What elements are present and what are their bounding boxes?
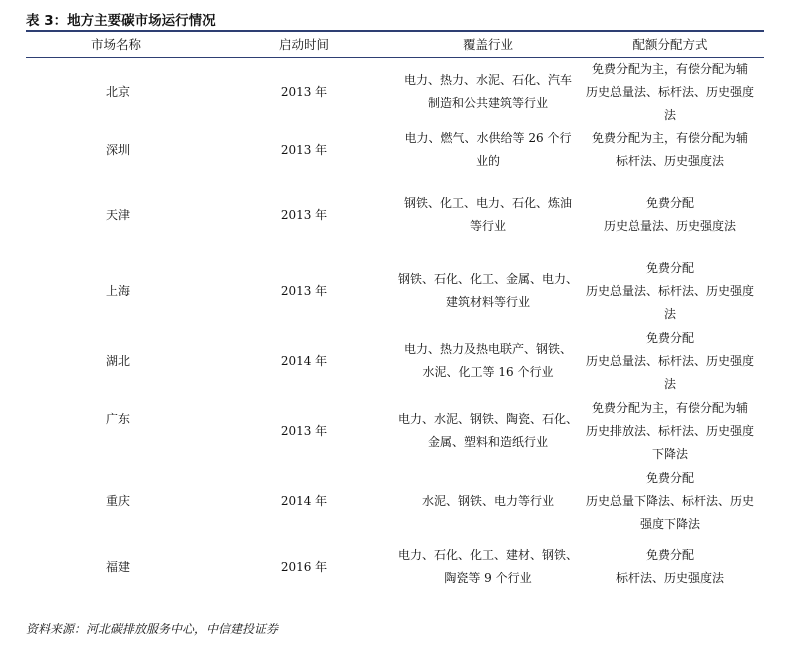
cell-allocation-line: 标杆法、历史强度法 [615,154,724,168]
cell-allocation-line: 历史总量下降法、标杆法、历史 [585,493,754,508]
header-market-name: 市场名称 [90,37,141,52]
cell-industry-line: 水泥、化工等 16 个行业 [422,365,554,379]
cell-start-year: 2013 年 [280,142,328,157]
cell-start-year: 2014 年 [280,493,328,508]
cell-allocation-line: 免费分配 [645,260,694,275]
cell-start-year: 2014 年 [280,353,328,368]
cell-allocation-line: 免费分配为主，有偿分配为辅 [591,131,748,145]
cell-industry-line: 金属、塑料和造纸行业 [427,435,548,449]
cell-start-year: 2013 年 [280,283,328,298]
cell-industry-line: 业的 [475,154,500,168]
cell-allocation-line: 强度下降法 [639,516,700,531]
cell-allocation-line: 法 [663,107,676,122]
cell-start-year: 2016 年 [280,559,328,574]
cell-allocation-line: 免费分配为主，有偿分配为辅 [591,400,748,415]
cell-start-year: 2013 年 [280,207,328,222]
header-allocation: 配额分配方式 [632,37,708,52]
cell-allocation-line: 历史总量法、标杆法、历史强度 [585,353,754,368]
cell-market-name: 福建 [105,559,130,574]
cell-allocation-line: 法 [663,306,676,321]
cell-industry-line: 制造和公共建筑等行业 [427,96,548,110]
cell-industry-line: 电力、热力及热电联产、钢铁、 [403,342,572,356]
cell-industry-line: 等行业 [469,219,506,233]
header-start-time: 启动时间 [278,37,329,52]
cell-allocation-line: 历史总量法、标杆法、历史强度 [585,283,754,298]
cell-allocation-line: 免费分配 [645,548,694,562]
cell-market-name: 重庆 [105,493,130,508]
cell-industry-line: 水泥、钢铁、电力等行业 [421,493,554,508]
cell-industry-line: 钢铁、石化、化工、金属、电力、 [398,272,579,286]
cell-allocation-line: 免费分配 [645,470,694,485]
cell-industry-line: 陶瓷等 9 个行业 [444,571,532,585]
cell-industry-line: 电力、热力、水泥、石化、汽车 [403,73,572,87]
header-industry: 覆盖行业 [462,37,513,52]
cell-start-year: 2013 年 [280,84,328,99]
table-title: 表 3：地方主要碳市场运行情况 [26,13,216,29]
cell-start-year: 2013 年 [280,423,328,438]
cell-market-name: 广东 [105,411,130,426]
source-note: 资料来源：河北碳排放服务中心，中信建投证券 [26,622,279,636]
cell-allocation-line: 免费分配为主，有偿分配为辅 [591,61,748,76]
cell-allocation-line: 下降法 [651,446,688,461]
cell-industry-line: 建筑材料等行业 [445,295,530,309]
cell-allocation-line: 历史排放法、标杆法、历史强度 [585,423,754,438]
cell-industry-line: 电力、石化、化工、建材、钢铁、 [398,548,579,562]
cell-market-name: 深圳 [105,142,130,157]
cell-allocation-line: 免费分配 [645,330,694,345]
cell-industry-line: 钢铁、化工、电力、石化、炼油 [403,196,572,210]
cell-market-name: 天津 [105,207,130,222]
cell-allocation-line: 免费分配 [645,196,694,210]
cell-allocation-line: 历史总量法、标杆法、历史强度 [585,84,754,99]
cell-industry-line: 电力、水泥、钢铁、陶瓷、石化、 [398,412,579,426]
cell-industry-line: 电力、燃气、水供给等 26 个行 [404,131,572,145]
cell-market-name: 北京 [105,84,130,99]
cell-allocation-line: 法 [663,376,676,391]
cell-market-name: 湖北 [105,353,130,368]
table-top-rule [26,30,764,32]
cell-market-name: 上海 [105,283,130,298]
cell-allocation-line: 标杆法、历史强度法 [615,571,724,585]
cell-allocation-line: 历史总量法、历史强度法 [603,219,736,233]
